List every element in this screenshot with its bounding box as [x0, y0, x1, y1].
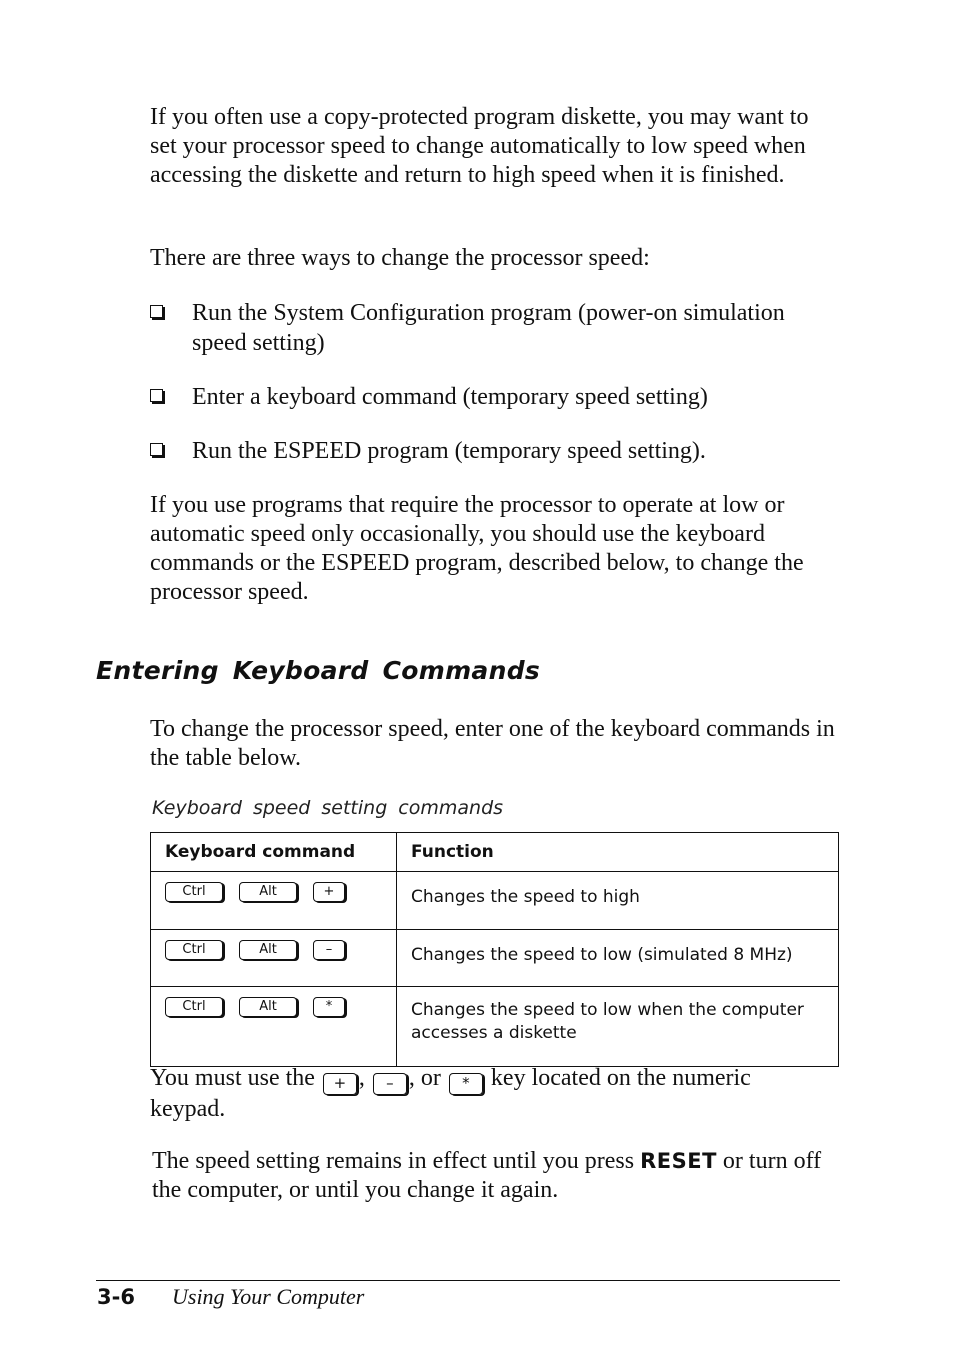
key-combination — [151, 930, 397, 987]
checkbox-bullet-icon — [150, 443, 163, 456]
bullet-text: Run the System Configuration program (power-on simulation speed setting) — [192, 300, 785, 356]
key-combination — [151, 872, 397, 930]
table-row — [151, 872, 839, 930]
asterisk-key: * — [449, 1073, 483, 1095]
column-header: Function — [397, 833, 839, 872]
ctrl-key: Ctrl — [165, 997, 223, 1017]
plus-key: + — [323, 1073, 357, 1095]
table-caption: Keyboard speed setting commands — [152, 797, 504, 819]
plus-key: + — [313, 882, 345, 902]
alt-key: Alt — [239, 882, 297, 902]
ctrl-key: Ctrl — [165, 940, 223, 960]
checkbox-bullet-icon — [150, 389, 163, 402]
minus-key: – — [373, 1073, 407, 1095]
ways-intro: There are three ways to change the processor speed: — [150, 245, 650, 271]
minus-key: – — [313, 940, 345, 960]
alt-key: Alt — [239, 940, 297, 960]
numeric-keypad-note: You must use the + , – , or * key located on the numeric keypad. — [150, 1065, 751, 1122]
bullet-text: Enter a keyboard command (temporary speed setting) — [192, 384, 708, 410]
footer-divider — [96, 1280, 840, 1281]
function-cell: Changes the speed to high — [397, 872, 839, 930]
key-combination — [151, 987, 397, 1067]
function-cell: Changes the speed to low when the computer accesses a diskette — [397, 987, 839, 1067]
keyboard-commands-table — [150, 832, 839, 1067]
page-number: 3-6 — [97, 1285, 135, 1309]
footer-title: Using Your Computer — [172, 1284, 365, 1309]
section-intro: To change the processor speed, enter one of the keyboard commands in the table below. — [150, 716, 835, 771]
alt-key: Alt — [239, 997, 297, 1017]
bullet-text: Run the ESPEED program (temporary speed setting). — [192, 438, 706, 464]
ctrl-key: Ctrl — [165, 882, 223, 902]
asterisk-key: * — [313, 997, 345, 1017]
intro-paragraph: If you often use a copy-protected program diskette, you may want to set your processor speed to change automatically to low speed when accessing the diskette and return to high speed when it is finished. — [150, 104, 809, 188]
reset-note: The speed setting remains in effect until you press RESET or turn off the computer, or until you change it again. — [152, 1148, 822, 1203]
table-header-row — [151, 833, 839, 872]
function-cell: Changes the speed to low (simulated 8 MHz) — [397, 930, 839, 987]
checkbox-bullet-icon — [150, 305, 163, 318]
column-header: Keyboard command — [151, 833, 397, 872]
reset-key-label: RESET — [640, 1149, 717, 1173]
table-row — [151, 987, 839, 1067]
usage-paragraph: If you use programs that require the processor to operate at low or automatic speed only occasionally, you should use the keyboard commands or the ESPEED program, described below, to change the processor speed. — [150, 492, 804, 605]
section-heading: Entering Keyboard Commands — [96, 656, 541, 685]
table-row — [151, 930, 839, 987]
